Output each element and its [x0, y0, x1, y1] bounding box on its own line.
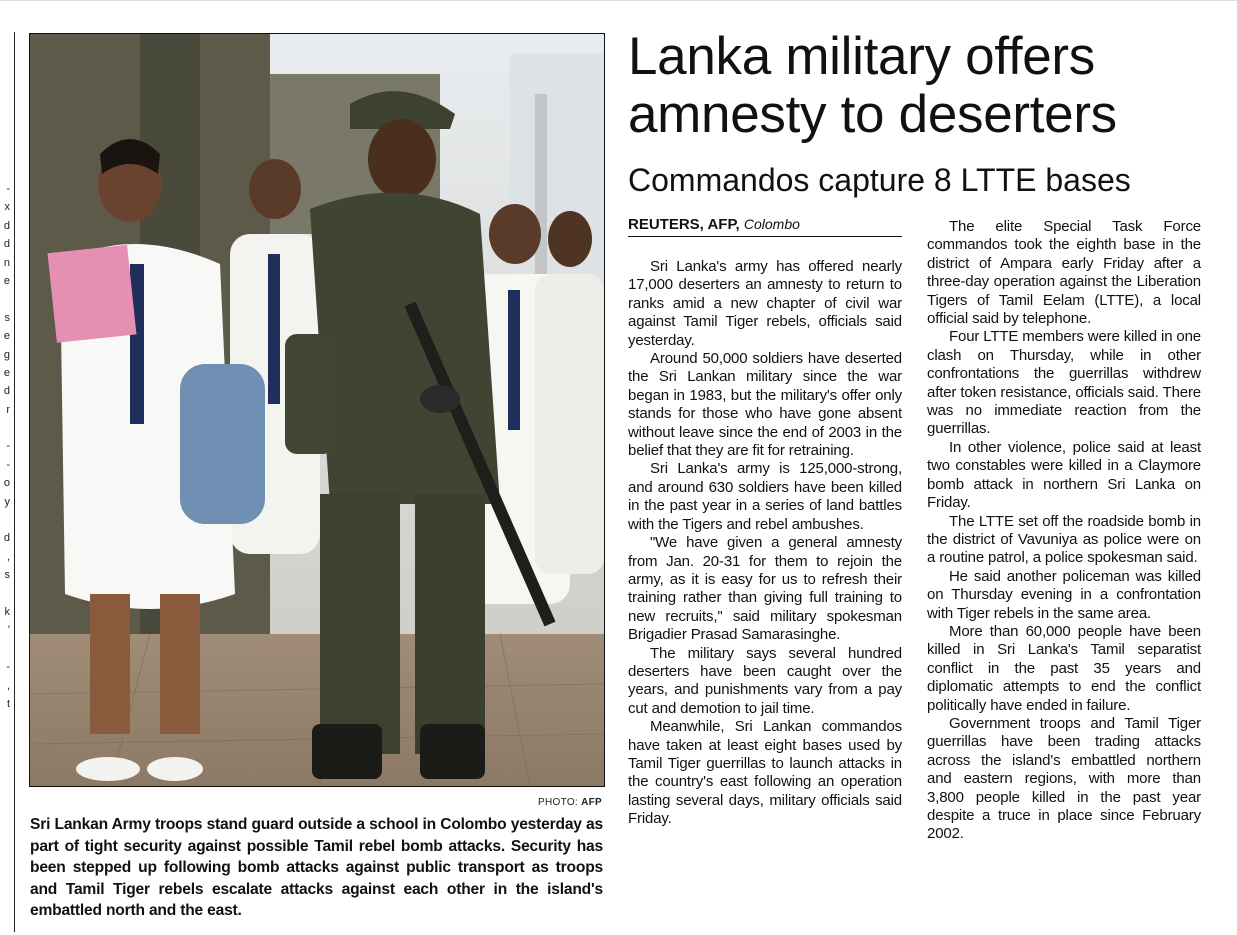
news-photo [29, 33, 605, 787]
edge-fragment: n [3, 256, 10, 269]
edge-fragment: e [3, 330, 10, 343]
subheadline: Commandos capture 8 LTTE bases [628, 162, 1131, 198]
edge-fragment: ' [7, 624, 10, 637]
edge-fragment: , [6, 679, 10, 692]
edge-fragment: t [6, 697, 10, 710]
article-paragraph: The LTTE set off the roadside bomb in the district of Vavuniya as police were on a routine patrol, a police spokesman said. [927, 512, 1201, 567]
article-paragraph: In other violence, police said at least two constables were killed in a Claymore bomb attack in northern Sri Lanka on Friday. [927, 438, 1201, 512]
edge-fragment [0, 585, 10, 603]
edge-fragment: k [4, 605, 10, 618]
article-paragraph: Sri Lanka's army has offered nearly 17,000 deserters an amnesty to return to ranks amid a new chapter of civil war against Tamil Tiger rebels, officials said yesterday. [628, 258, 902, 349]
page-top-rule [0, 0, 1237, 1]
article-paragraph: He said another policeman was killed on Thursday evening in a confrontation with Tiger rebels in the same area. [927, 567, 1201, 622]
article-paragraph: Meanwhile, Sri Lankan commandos have taken at least eight bases used by Tamil Tiger guerrillas to launch attacks in the country's east following an operation lasting several days, military officials said Friday. [628, 718, 902, 828]
article-paragraph: Four LTTE members were killed in one clash on Thursday, while in other confrontations the guerrillas withdrew after token resistance, officials said. There was no immediate reaction from the guerrillas. [927, 328, 1201, 438]
photo-credit [400, 797, 602, 808]
edge-fragment: x [4, 201, 10, 214]
adjacent-column-fragments [0, 180, 10, 713]
edge-fragment: d [3, 219, 10, 232]
byline [628, 216, 902, 237]
edge-fragment: d [3, 532, 10, 545]
byline-agencies: REUTERS, AFP, [628, 216, 740, 233]
edge-fragment: g [3, 348, 10, 361]
article-paragraph: The elite Special Task Force commandos took the eighth base in the district of Ampara early Friday after a three-day operation against the Liberation Tigers of Tamil Eelam (LTTE), a local official said by telephone. [927, 218, 1201, 328]
edge-fragment: s [4, 311, 10, 324]
left-column-rule [14, 32, 15, 932]
edge-fragment: - [6, 661, 10, 674]
edge-fragment: , [6, 550, 10, 563]
article-paragraph: "We have given a general amnesty from Jan. 20-31 for them to rejoin the army, as it is easy for us to refresh their training rather than giving full training to new recruits," said military spokesman Brigadier Prasad Samarasinghe. [628, 534, 902, 644]
photo-credit-source: AFP [581, 797, 602, 808]
photo-caption: Sri Lankan Army troops stand guard outside a school in Colombo yesterday as part of tight security against possible Tamil rebel bomb attacks. Security has been stepped up following bomb attacks against public transport as troops and Tamil Tiger rebels escalate attacks against each other in the island's embattled north and the east. [30, 816, 603, 920]
edge-fragment: e [3, 274, 10, 287]
article-paragraph: Government troops and Tamil Tiger guerrillas have been trading attacks across the island's embattled northern and eastern regions, with more than 3,800 people killed in the past year despite a truce in place since February 2002. [927, 714, 1201, 843]
edge-fragment: y [4, 495, 10, 508]
headline-line-2: amnesty to deserters [628, 85, 1117, 144]
edge-fragment: o [3, 477, 10, 490]
headline-line-1: Lanka military offers [628, 27, 1095, 86]
edge-fragment: e [3, 366, 10, 379]
edge-fragment: d [3, 238, 10, 251]
edge-fragment [0, 640, 10, 658]
article-paragraph: The military says several hundred deserters have been caught over the years, and punishments vary from a pay cut and demotion to jail time. [628, 644, 902, 717]
photo-illustration [30, 34, 604, 786]
article-paragraph: Around 50,000 soldiers have deserted the Sri Lankan military since the war began in 1983, but the military's offer only stands for those who have gone absent without leave since the end of 2003 in the belief that they are fit for retraining. [628, 350, 902, 460]
edge-fragment [0, 511, 10, 529]
article-paragraph: Sri Lanka's army is 125,000-strong, and around 630 soldiers have been killed in the past year in a series of land battles with the Tigers and rebel ambushes. [628, 460, 902, 533]
article-column-2 [927, 218, 1201, 844]
photo-credit-label: PHOTO: [538, 797, 578, 808]
edge-fragment: - [6, 183, 10, 195]
edge-fragment: s [4, 569, 10, 582]
byline-city: Colombo [743, 216, 800, 232]
edge-fragment [0, 290, 10, 308]
edge-fragment: - [6, 440, 10, 453]
edge-fragment [0, 419, 10, 437]
edge-fragment: d [3, 385, 10, 398]
headline [628, 28, 1228, 144]
article-paragraph: More than 60,000 people have been killed in Sri Lanka's Tamil separatist conflict in the past 35 years and diplomatic attempts to end the conflict politically have ended in failure. [927, 622, 1201, 714]
edge-fragment: - [6, 458, 10, 471]
edge-fragment: r [6, 403, 10, 416]
article-column-1 [628, 258, 902, 829]
